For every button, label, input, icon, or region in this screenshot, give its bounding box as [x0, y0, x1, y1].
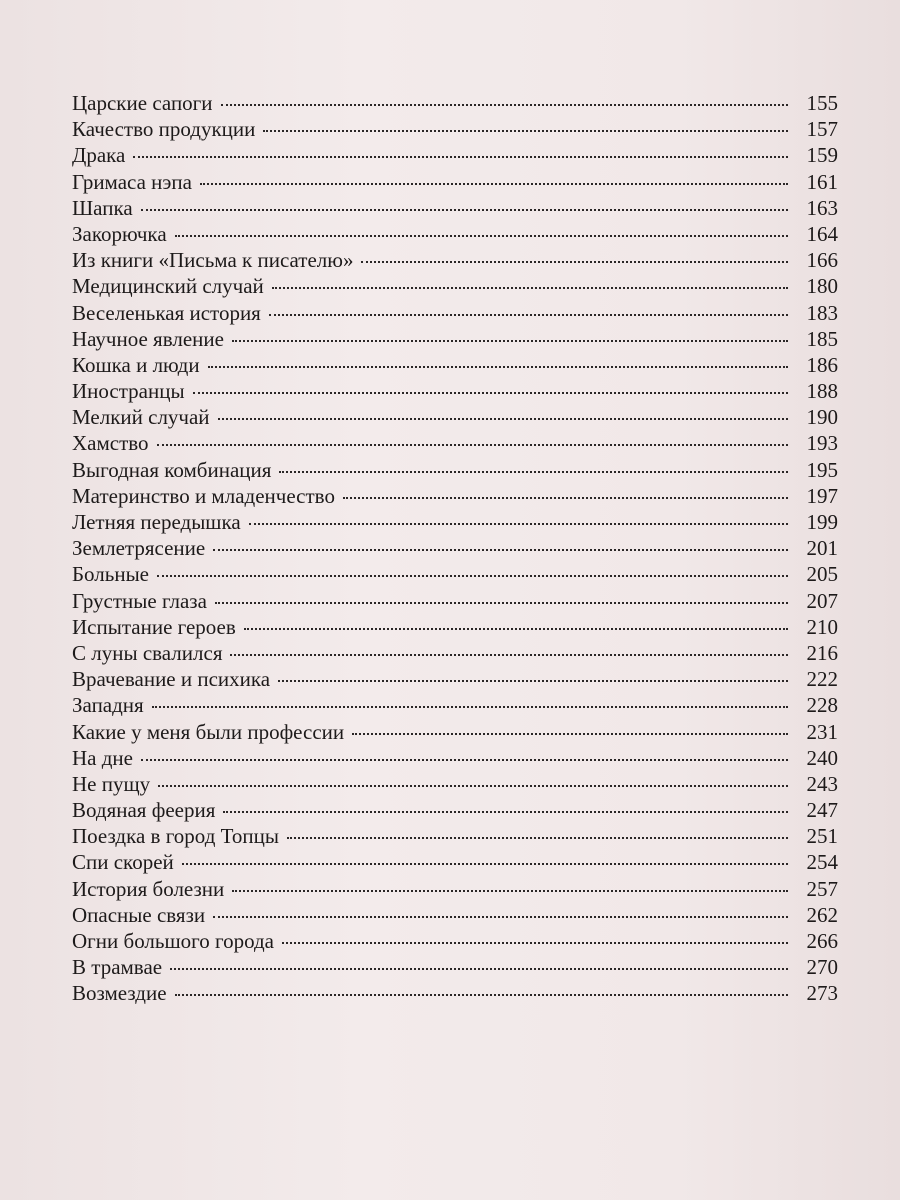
- dot-leader: [213, 549, 788, 551]
- toc-entry-page-number: 205: [806, 562, 838, 587]
- toc-entry-title: Западня: [72, 693, 144, 718]
- toc-entry-page-number: 164: [806, 221, 838, 246]
- dot-leader: [269, 314, 788, 316]
- toc-entry-page-number: 183: [806, 300, 838, 325]
- toc-entry: [72, 720, 838, 746]
- dot-leader: [213, 916, 788, 918]
- toc-entry: [72, 903, 838, 929]
- toc-entry-page-number: 266: [806, 929, 838, 953]
- toc-entry-title: Веселенькая история: [72, 300, 261, 325]
- toc-entry-page-number: 251: [806, 824, 838, 849]
- toc-entry-page-number: 273: [806, 981, 838, 1006]
- dot-leader: [287, 837, 788, 839]
- dot-leader: [200, 183, 788, 185]
- toc-entry: [72, 222, 838, 248]
- dot-leader: [141, 209, 788, 211]
- toc-entry: [72, 353, 838, 379]
- toc-entry-page-number: 180: [806, 274, 838, 299]
- toc-entry-title: Шапка: [72, 195, 133, 220]
- toc-entry-page-number: 231: [806, 719, 838, 744]
- toc-entry-page-number: 201: [806, 536, 838, 561]
- toc-entry-title: Иностранцы: [72, 379, 185, 404]
- toc-entry-title: С луны свалился: [72, 640, 223, 665]
- toc-entry-page-number: 254: [806, 850, 838, 875]
- toc-entry-page-number: 157: [806, 117, 838, 142]
- dot-leader: [157, 444, 788, 446]
- dot-leader: [193, 392, 788, 394]
- dot-leader: [230, 654, 788, 656]
- toc-entry-title: История болезни: [72, 876, 225, 901]
- dot-leader: [208, 366, 788, 368]
- toc-entry-title: Землетрясение: [72, 536, 206, 561]
- toc-entry: [72, 746, 838, 772]
- dot-leader: [182, 863, 788, 865]
- toc-entry: [72, 91, 838, 117]
- toc-entry-title: Закорючка: [72, 221, 167, 246]
- toc-entry-page-number: 216: [806, 640, 838, 665]
- toc-entry: [72, 301, 838, 327]
- toc-entry: [72, 772, 838, 798]
- toc-entry: [72, 562, 838, 588]
- toc-entry-title: Водяная феерия: [72, 798, 216, 823]
- toc-entry-page-number: 161: [806, 169, 838, 194]
- toc-entry-title: Больные: [72, 562, 150, 587]
- toc-entry-page-number: 222: [806, 667, 838, 692]
- toc-entry-title: Царские сапоги: [72, 91, 213, 115]
- toc-entry: [72, 798, 838, 824]
- dot-leader: [343, 497, 788, 499]
- toc-entry-title: Врачевание и психика: [72, 667, 271, 692]
- dot-leader: [232, 340, 788, 342]
- toc-entry-title: Грустные глаза: [72, 588, 207, 613]
- dot-leader: [175, 994, 788, 996]
- toc-entry: [72, 274, 838, 300]
- dot-leader: [279, 471, 788, 473]
- toc-entry-title: Не пущу: [72, 771, 151, 796]
- toc-entry-title: Опасные связи: [72, 902, 206, 927]
- toc-entry-page-number: 257: [806, 876, 838, 901]
- toc-entry: [72, 117, 838, 143]
- toc-entry: [72, 536, 838, 562]
- toc-entry: [72, 484, 838, 510]
- toc-entry-page-number: 262: [806, 902, 838, 927]
- toc-entry: [72, 929, 838, 955]
- toc-entry-title: Материнство и младенчество: [72, 483, 335, 508]
- toc-entry-title: Летняя передышка: [72, 510, 241, 534]
- dot-leader: [249, 523, 788, 525]
- toc-entry: [72, 327, 838, 353]
- toc-entry-page-number: 247: [806, 798, 838, 823]
- toc-entry-title: Огни большого города: [72, 929, 274, 953]
- toc-entry-page-number: 228: [806, 693, 838, 718]
- toc-entry-title: Драка: [72, 143, 126, 168]
- toc-entry: [72, 196, 838, 222]
- toc-entry-title: В трамвае: [72, 955, 163, 980]
- dot-leader: [175, 235, 788, 237]
- toc-entry-page-number: 188: [806, 379, 838, 404]
- toc-entry-page-number: 166: [806, 248, 838, 273]
- toc-entry: [72, 170, 838, 196]
- toc-entry-title: Спи скорей: [72, 850, 174, 875]
- dot-leader: [352, 733, 788, 735]
- dot-leader: [278, 680, 788, 682]
- toc-entry-title: Возмездие: [72, 981, 167, 1006]
- toc-entry-page-number: 159: [806, 143, 838, 168]
- toc-entry-page-number: 210: [806, 614, 838, 639]
- toc-entry: [72, 248, 838, 274]
- dot-leader: [218, 418, 788, 420]
- dot-leader: [223, 811, 788, 813]
- toc-entry-title: Качество продукции: [72, 117, 256, 142]
- toc-entry-title: На дне: [72, 745, 133, 770]
- toc-entry-title: Медицинский случай: [72, 274, 264, 299]
- toc-entry-title: Хамство: [72, 431, 149, 456]
- dot-leader: [152, 706, 788, 708]
- toc-entry-page-number: 270: [806, 955, 838, 980]
- dot-leader: [282, 942, 788, 944]
- toc-entry: [72, 877, 838, 903]
- toc-entry-title: Испытание героев: [72, 614, 236, 639]
- dot-leader: [133, 156, 788, 158]
- toc-entry: [72, 458, 838, 484]
- dot-leader: [158, 785, 788, 787]
- toc-entry-page-number: 240: [806, 745, 838, 770]
- dot-leader: [244, 628, 788, 630]
- dot-leader: [221, 104, 788, 106]
- dot-leader: [157, 575, 788, 577]
- toc-entry-title: Какие у меня были профессии: [72, 719, 345, 744]
- toc-entry: [72, 405, 838, 431]
- dot-leader: [141, 759, 788, 761]
- toc-entry: [72, 667, 838, 693]
- toc-entry: [72, 510, 838, 536]
- table-of-contents: [72, 91, 838, 1008]
- toc-entry: [72, 824, 838, 850]
- toc-entry-page-number: 163: [806, 195, 838, 220]
- toc-entry: [72, 589, 838, 615]
- toc-entry-page-number: 199: [806, 510, 838, 534]
- toc-entry: [72, 955, 838, 981]
- toc-entry-title: Кошка и люди: [72, 352, 200, 377]
- toc-entry: [72, 431, 838, 457]
- toc-entry: [72, 641, 838, 667]
- toc-entry-title: Научное явление: [72, 326, 224, 351]
- toc-entry: [72, 693, 838, 719]
- dot-leader: [170, 968, 788, 970]
- toc-entry-page-number: 193: [806, 431, 838, 456]
- toc-entry-page-number: 190: [806, 405, 838, 430]
- toc-entry: [72, 379, 838, 405]
- dot-leader: [215, 602, 788, 604]
- toc-entry: [72, 981, 838, 1007]
- toc-entry-page-number: 207: [806, 588, 838, 613]
- dot-leader: [361, 261, 788, 263]
- toc-entry-page-number: 195: [806, 457, 838, 482]
- dot-leader: [263, 130, 788, 132]
- toc-entry-page-number: 185: [806, 326, 838, 351]
- toc-entry-title: Из книги «Письма к писателю»: [72, 248, 354, 273]
- toc-entry-title: Выгодная комбинация: [72, 457, 272, 482]
- toc-entry-page-number: 197: [806, 483, 838, 508]
- toc-entry: [72, 143, 838, 169]
- toc-entry: [72, 850, 838, 876]
- toc-entry-page-number: 186: [806, 352, 838, 377]
- toc-entry-title: Гримаса нэпа: [72, 169, 192, 194]
- dot-leader: [232, 890, 788, 892]
- toc-entry-page-number: 155: [806, 91, 838, 115]
- toc-entry-title: Мелкий случай: [72, 405, 210, 430]
- toc-entry: [72, 615, 838, 641]
- dot-leader: [272, 287, 788, 289]
- toc-entry-page-number: 243: [806, 771, 838, 796]
- toc-entry-title: Поездка в город Топцы: [72, 824, 279, 849]
